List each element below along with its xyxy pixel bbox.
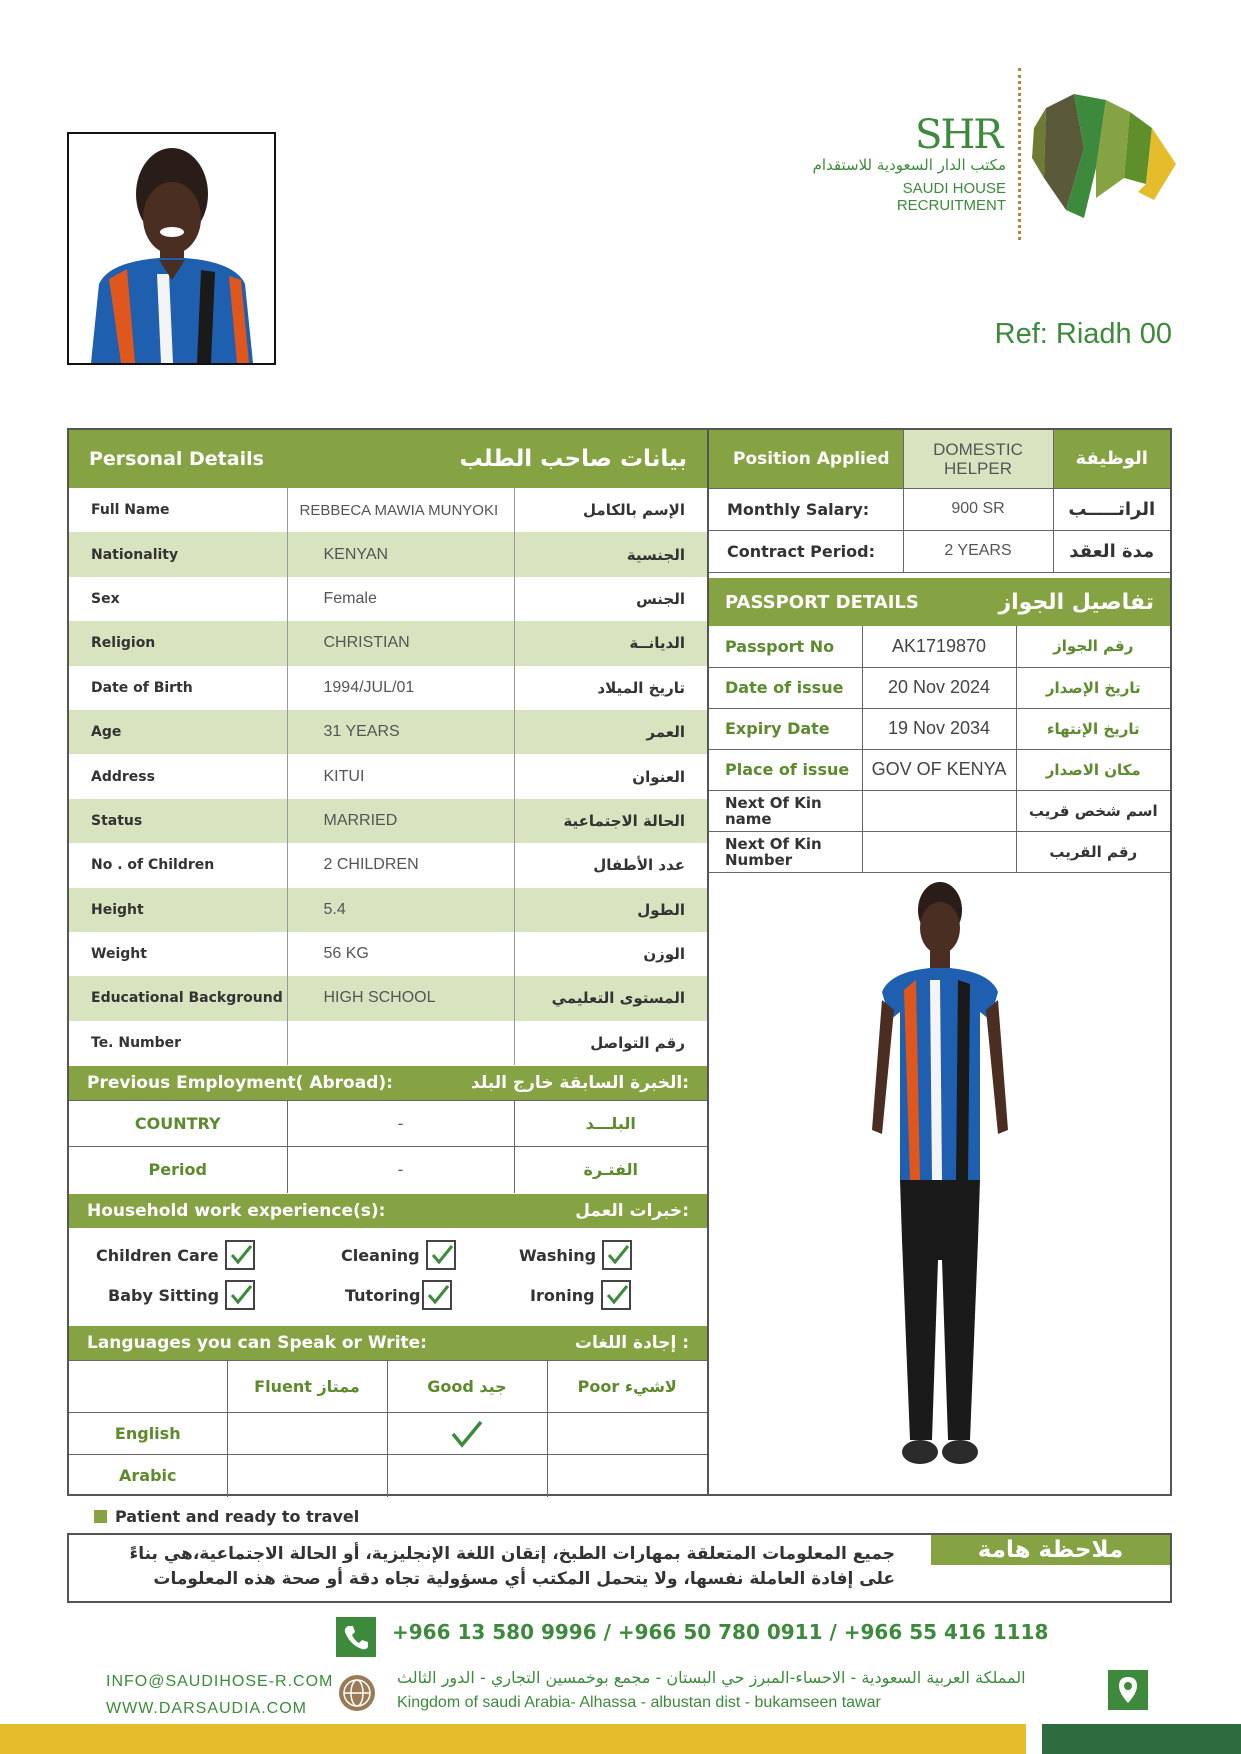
field-label-arabic: تاريخ الميلاد bbox=[597, 678, 685, 697]
field-value: 900 SR bbox=[903, 488, 1053, 530]
position-value: DOMESTIC HELPER bbox=[903, 430, 1053, 488]
table-row bbox=[709, 488, 1170, 530]
check-icon bbox=[426, 1283, 450, 1307]
field-label: Height bbox=[69, 888, 287, 932]
field-label: Address bbox=[69, 754, 287, 798]
table-row bbox=[69, 577, 707, 621]
field-label-arabic: المستوى التعليمي bbox=[514, 976, 707, 1020]
notice-line: على إفادة العاملة نفسها، ولا يتحمل المكتب أي مسؤولية تجاه دقة أو صحة هذه المعلومات bbox=[153, 1569, 895, 1589]
table-row bbox=[69, 799, 707, 843]
notice-text bbox=[90, 1542, 895, 1592]
table-row bbox=[69, 888, 707, 932]
field-label-arabic: الفتـرة bbox=[514, 1147, 707, 1193]
previous-employment-table bbox=[69, 1100, 707, 1193]
skill-checkbox[interactable] bbox=[426, 1240, 456, 1270]
field-value bbox=[862, 790, 1016, 831]
table-row bbox=[709, 708, 1170, 749]
field-label-arabic: الطول bbox=[514, 888, 707, 932]
field-label: Age bbox=[69, 710, 287, 754]
field-label: Place of issue bbox=[709, 749, 862, 790]
field-label-arabic: رقم الجواز bbox=[1016, 626, 1170, 667]
field-label-arabic: الديانــة bbox=[514, 621, 707, 665]
table-row bbox=[709, 667, 1170, 708]
field-value: KITUI bbox=[287, 754, 514, 798]
languages-title-arabic: إجادة اللغات : bbox=[574, 1333, 689, 1353]
logo-divider bbox=[1018, 68, 1021, 240]
logo-name-english: SAUDI HOUSE RECRUITMENT bbox=[896, 180, 1006, 214]
table-row bbox=[709, 749, 1170, 790]
skill-checkbox[interactable] bbox=[225, 1240, 255, 1270]
field-value: HIGH SCHOOL bbox=[287, 976, 514, 1020]
full-body-illustration bbox=[820, 880, 1060, 1480]
field-label: Sex bbox=[69, 577, 287, 621]
portrait-illustration bbox=[69, 134, 274, 363]
field-value: 20 Nov 2024 bbox=[862, 667, 1016, 708]
table-row bbox=[69, 710, 707, 754]
field-value: 2 CHILDREN bbox=[287, 843, 514, 887]
field-label: Passport No bbox=[709, 626, 862, 667]
table-row bbox=[709, 530, 1170, 572]
field-label: Monthly Salary: bbox=[709, 488, 903, 530]
field-value: KENYAN bbox=[287, 532, 514, 576]
check-icon bbox=[229, 1243, 253, 1267]
phone-icon bbox=[336, 1617, 376, 1657]
contact-links bbox=[106, 1668, 333, 1722]
table-row bbox=[69, 1413, 707, 1455]
check-icon bbox=[430, 1243, 454, 1267]
table-row bbox=[709, 626, 1170, 667]
empty-cell bbox=[69, 1361, 227, 1413]
email-link[interactable]: INFO@SAUDIHOSE-R.COM bbox=[106, 1673, 334, 1690]
website-link[interactable]: WWW.DARSAUDIA.COM bbox=[106, 1700, 307, 1717]
portrait-photo bbox=[67, 132, 276, 365]
skill-ironing bbox=[530, 1280, 631, 1310]
logo-name-arabic: مكتب الدار السعودية للاستقدام bbox=[812, 156, 1006, 174]
field-label-arabic: عدد الأطفال bbox=[593, 856, 685, 875]
field-value: 2 YEARS bbox=[903, 530, 1053, 572]
field-value bbox=[287, 1021, 514, 1065]
field-value: 56 KG bbox=[287, 932, 514, 976]
bullet-square bbox=[94, 1510, 107, 1523]
table-row bbox=[69, 932, 707, 976]
field-value: MARRIED bbox=[287, 799, 514, 843]
level-poor: Poor لاشيء bbox=[547, 1361, 707, 1413]
note-bullet bbox=[94, 1507, 359, 1526]
skill-label: Washing bbox=[519, 1245, 597, 1265]
cell-good bbox=[387, 1413, 547, 1455]
field-value bbox=[862, 831, 1016, 872]
full-body-photo bbox=[820, 880, 1060, 1480]
check-icon bbox=[229, 1283, 253, 1307]
field-value: GOV OF KENYA bbox=[862, 749, 1016, 790]
table-row bbox=[69, 666, 707, 710]
field-label: Full Name bbox=[69, 488, 287, 532]
address-arabic: المملكة العربية السعودية - الاحساء-المبرز حي البستان - مجمع بوخمسين التجاري - الدور الثالث bbox=[397, 1668, 1026, 1687]
address-english: Kingdom of saudi Arabia- Alhassa - albustan dist - bukamseen tawar bbox=[397, 1694, 881, 1711]
skill-label: Baby Sitting bbox=[108, 1285, 220, 1305]
passport-table bbox=[709, 626, 1170, 873]
passport-title-arabic: تفاصيل الجواز bbox=[998, 589, 1154, 615]
field-value: AK1719870 bbox=[862, 626, 1016, 667]
field-label: Educational Background bbox=[69, 976, 287, 1020]
cell-fluent bbox=[227, 1413, 387, 1455]
field-label: Next Of Kin Number bbox=[709, 831, 862, 872]
skill-label: Cleaning bbox=[341, 1245, 420, 1265]
personal-details-header bbox=[69, 430, 707, 488]
field-label: Expiry Date bbox=[709, 708, 862, 749]
table-row bbox=[709, 790, 1170, 831]
table-row bbox=[69, 621, 707, 665]
field-label-arabic: مدة العقد bbox=[1053, 530, 1170, 572]
field-label-arabic: الإسم بالكامل bbox=[583, 501, 685, 520]
languages-header bbox=[69, 1326, 707, 1360]
field-label: Te. Number bbox=[69, 1021, 287, 1065]
skill-cleaning bbox=[341, 1240, 456, 1270]
household-header bbox=[69, 1194, 707, 1228]
table-row bbox=[709, 831, 1170, 872]
reference-number: Ref: Riadh 00 bbox=[994, 318, 1172, 350]
skill-label: Children Care bbox=[96, 1245, 219, 1265]
field-label: Date of Birth bbox=[69, 666, 287, 710]
field-value: - bbox=[287, 1147, 514, 1193]
field-label: COUNTRY bbox=[69, 1101, 287, 1147]
field-label-arabic: العنوان bbox=[632, 767, 685, 786]
table-row bbox=[69, 532, 707, 576]
personal-details-table bbox=[69, 488, 707, 1065]
table-row bbox=[69, 1021, 707, 1065]
field-value: 5.4 bbox=[287, 888, 514, 932]
personal-details-title-arabic: بيانات صاحب الطلب bbox=[459, 446, 687, 472]
field-value: 31 YEARS bbox=[287, 710, 514, 754]
position-label-arabic: الوظيفة bbox=[1053, 430, 1170, 488]
table-row bbox=[69, 843, 707, 887]
field-label-arabic: الراتـــــب bbox=[1053, 488, 1170, 530]
previous-employment-title-arabic: الخبرة السابقة خارج البلد: bbox=[471, 1073, 689, 1093]
field-value: 19 Nov 2034 bbox=[862, 708, 1016, 749]
field-value: - bbox=[287, 1101, 514, 1147]
field-value: 1994/JUL/01 bbox=[287, 666, 514, 710]
position-table bbox=[709, 430, 1170, 573]
passport-header bbox=[709, 578, 1170, 626]
table-row bbox=[69, 1101, 707, 1147]
table-row bbox=[69, 1147, 707, 1193]
footer-bar-green bbox=[1042, 1724, 1241, 1754]
field-label: Nationality bbox=[69, 532, 287, 576]
table-row bbox=[69, 754, 707, 798]
table-row bbox=[69, 488, 707, 532]
table-row bbox=[69, 976, 707, 1020]
globe-icon bbox=[337, 1673, 377, 1713]
previous-employment-header bbox=[69, 1066, 707, 1100]
skill-checkbox[interactable] bbox=[602, 1240, 632, 1270]
field-value: CHRISTIAN bbox=[287, 621, 514, 665]
skill-checkbox[interactable] bbox=[422, 1280, 452, 1310]
field-label-arabic: الجنسية bbox=[514, 532, 707, 576]
field-label-arabic: تاريخ الإصدار bbox=[1016, 667, 1170, 708]
field-label-arabic: الجنس bbox=[636, 589, 685, 608]
table-header-row bbox=[69, 1361, 707, 1413]
location-pin-icon bbox=[1108, 1670, 1148, 1710]
table-header-row bbox=[709, 430, 1170, 488]
household-title-arabic: خبرات العمل: bbox=[575, 1201, 689, 1221]
personal-details-title: Personal Details bbox=[89, 448, 264, 470]
cell-poor bbox=[547, 1413, 707, 1455]
footer-bar-yellow bbox=[0, 1724, 1026, 1754]
note-text: Patient and ready to travel bbox=[115, 1507, 360, 1526]
field-label: Weight bbox=[69, 932, 287, 976]
field-label-arabic: اسم شخص قريب bbox=[1016, 790, 1170, 831]
field-label-arabic: رقم القريب bbox=[1016, 831, 1170, 872]
skill-tutoring bbox=[345, 1280, 452, 1310]
check-icon bbox=[605, 1283, 629, 1307]
table-row bbox=[69, 1455, 707, 1497]
logo-abbreviation: SHR bbox=[915, 112, 1002, 158]
level-fluent: Fluent ممتاز bbox=[227, 1361, 387, 1413]
check-icon bbox=[450, 1419, 484, 1449]
household-title: Household work experience(s): bbox=[87, 1201, 386, 1221]
cell-good bbox=[387, 1455, 547, 1497]
skill-checkbox[interactable] bbox=[601, 1280, 631, 1310]
field-label: Period bbox=[69, 1147, 287, 1193]
check-icon bbox=[606, 1243, 630, 1267]
field-label-arabic: البلـــد bbox=[514, 1101, 707, 1147]
skill-children-care bbox=[96, 1240, 255, 1270]
field-label: No . of Children bbox=[69, 843, 287, 887]
field-label-arabic: الحالة الاجتماعية bbox=[514, 799, 707, 843]
cell-poor bbox=[547, 1455, 707, 1497]
level-good: Good جيد bbox=[387, 1361, 547, 1413]
skill-label: Ironing bbox=[530, 1285, 595, 1305]
field-label-arabic: رقم التواصل bbox=[590, 1033, 685, 1052]
skill-checkbox[interactable] bbox=[225, 1280, 255, 1310]
notice-title: ملاحظة هامة bbox=[931, 1535, 1170, 1565]
field-label: Status bbox=[69, 799, 287, 843]
notice-line: جميع المعلومات المتعلقة بمهارات الطبخ، إتقان اللغة الإنجليزية، أو الحالة الاجتماعية،هي بناءً bbox=[129, 1544, 895, 1564]
field-label-arabic: مكان الاصدار bbox=[1016, 749, 1170, 790]
languages-title: Languages you can Speak or Write: bbox=[87, 1333, 427, 1353]
language-name: Arabic bbox=[69, 1455, 227, 1497]
language-name: English bbox=[69, 1413, 227, 1455]
passport-title: PASSPORT DETAILS bbox=[725, 591, 919, 613]
field-value: REBBECA MAWIA MUNYOKI bbox=[287, 488, 514, 532]
skill-label: Tutoring bbox=[345, 1285, 421, 1305]
field-label: Next Of Kin name bbox=[709, 790, 862, 831]
phone-numbers: +966 13 580 9996 / +966 50 780 0911 / +966 55 416 1118 bbox=[392, 1620, 1049, 1644]
skill-washing bbox=[519, 1240, 632, 1270]
field-label-arabic: الوزن bbox=[643, 945, 685, 964]
field-label: Contract Period: bbox=[709, 530, 903, 572]
field-value: Female bbox=[287, 577, 514, 621]
saudi-map-logo-icon bbox=[1026, 88, 1178, 224]
field-label: Date of issue bbox=[709, 667, 862, 708]
cell-fluent bbox=[227, 1455, 387, 1497]
position-label: Position Applied bbox=[709, 430, 903, 488]
previous-employment-title: Previous Employment( Abroad): bbox=[87, 1073, 393, 1093]
field-label-arabic: تاريخ الإنتهاء bbox=[1016, 708, 1170, 749]
skill-baby-sitting bbox=[108, 1280, 255, 1310]
languages-table bbox=[69, 1360, 707, 1497]
field-label: Religion bbox=[69, 621, 287, 665]
field-label-arabic: العمر bbox=[514, 710, 707, 754]
